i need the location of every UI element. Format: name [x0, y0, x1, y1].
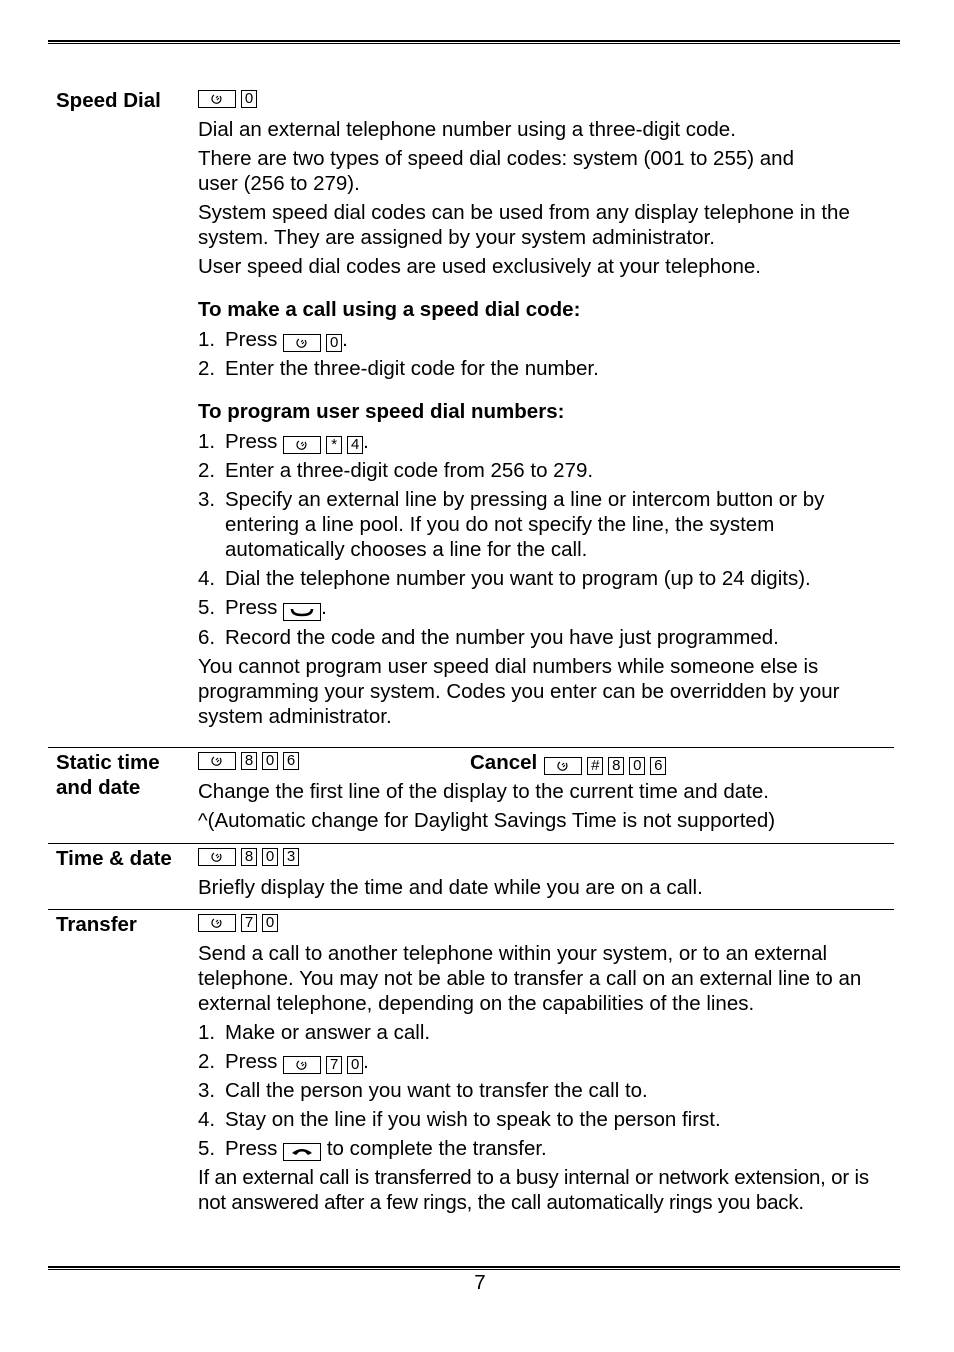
star-key: * — [326, 436, 342, 454]
feature-code — [198, 88, 890, 117]
step-item — [198, 595, 890, 621]
digit-key-4: 4 — [347, 436, 363, 454]
step-text-post: . — [363, 1050, 369, 1073]
step-text: Make or answer a call. — [225, 1021, 431, 1044]
paragraph: ^(Automatic change for Daylight Savings Time is not supported) — [198, 809, 776, 832]
step-number: 3. — [198, 1079, 216, 1102]
step-number: 5. — [198, 596, 216, 619]
step-item — [198, 1078, 890, 1103]
paragraph: System speed dial codes can be used from any display telephone in the system. They are assigned by your system administrator. — [198, 201, 850, 249]
digit-key-0: 0 — [629, 757, 645, 775]
step-item — [198, 625, 890, 650]
key-sequence — [283, 334, 342, 352]
digit-key-0: 0 — [326, 334, 342, 352]
paragraph: Dial an external telephone number using a three-digit code. — [198, 118, 736, 141]
cancel-label: Cancel — [470, 751, 538, 774]
step-text — [225, 1136, 890, 1161]
note: You cannot program user speed dial numbers while someone else is programming your system. Codes you enter can be overridden by your system administrator. — [198, 655, 840, 728]
step-item — [198, 327, 890, 352]
step-text-pre: Press — [225, 1137, 278, 1160]
key-sequence — [283, 1056, 363, 1074]
step-number: 2. — [198, 1050, 216, 1073]
feature-key-icon — [198, 848, 236, 866]
paragraph: Send a call to another telephone within your system, or to an external telephone. You may not be able to transfer a call on an external line to an external telephone, depending on the capabilities of the lines. — [198, 942, 862, 1015]
cancel-keys — [544, 750, 666, 775]
cancel-code — [470, 750, 666, 775]
step-text-post: . — [363, 430, 369, 453]
key-sequence — [283, 1143, 321, 1161]
page-number: 7 — [474, 1271, 486, 1294]
step-list — [198, 327, 890, 381]
term-label: Time & date — [56, 847, 172, 870]
step-number: 1. — [198, 430, 216, 453]
digit-key-8: 8 — [241, 752, 257, 770]
step-number: 3. — [198, 488, 216, 511]
step-text: Enter the three-digit code for the number. — [225, 357, 599, 380]
term-label: Static time and date — [56, 751, 160, 799]
key-sequence — [198, 90, 257, 108]
step-text: Dial the telephone number you want to program (up to 24 digits). — [225, 567, 811, 590]
step-number: 1. — [198, 328, 216, 351]
feature-key-icon — [283, 1056, 321, 1074]
step-text — [225, 1049, 890, 1074]
digit-key-3: 3 — [283, 848, 299, 866]
step-item — [198, 1049, 890, 1074]
feature-key-icon — [198, 752, 236, 770]
note: If an external call is transferred to a busy internal or network extension, or is not answered after a few rings, the call automatically rings you back. — [198, 1166, 869, 1214]
feature-key-icon — [544, 757, 582, 775]
paragraph: User speed dial codes are used exclusively at your telephone. — [198, 255, 761, 278]
step-item — [198, 429, 890, 454]
step-item — [198, 458, 890, 483]
step-text — [225, 429, 890, 454]
step-text-post: . — [321, 596, 327, 619]
key-sequence — [198, 848, 299, 866]
step-item — [198, 1020, 890, 1045]
key-sequence — [283, 436, 363, 454]
term-label: Transfer — [56, 913, 137, 936]
step-item — [198, 356, 890, 381]
step-text-pre: Press — [225, 596, 278, 619]
step-number: 4. — [198, 1108, 216, 1131]
step-item — [198, 487, 890, 562]
feature-key-icon — [198, 90, 236, 108]
paragraph: Change the first line of the display to the current time and date. — [198, 780, 769, 803]
digit-key-0: 0 — [262, 914, 278, 932]
step-number: 4. — [198, 567, 216, 590]
digit-key-6: 6 — [650, 757, 666, 775]
step-item — [198, 1107, 890, 1132]
step-text — [225, 595, 890, 621]
key-sequence — [198, 914, 278, 932]
top-rule — [48, 40, 900, 42]
term-description — [198, 846, 890, 904]
step-number: 2. — [198, 357, 216, 380]
step-list — [198, 1020, 890, 1161]
bottom-rule — [48, 1266, 900, 1268]
digit-key-8: 8 — [608, 757, 624, 775]
paragraph: There are two types of speed dial codes: system (001 to 255) and user (256 to 279). — [198, 147, 794, 195]
step-text-pre: Press — [225, 328, 278, 351]
digit-key-7: 7 — [326, 1056, 342, 1074]
feature-code — [198, 846, 890, 875]
pound-key: # — [587, 757, 603, 775]
digit-key-0: 0 — [262, 848, 278, 866]
term-label: Speed Dial — [56, 89, 161, 112]
term-description — [198, 750, 890, 837]
step-number: 1. — [198, 1021, 216, 1044]
feature-key-icon — [198, 914, 236, 932]
digit-key-0: 0 — [241, 90, 257, 108]
feature-key-icon — [283, 334, 321, 352]
key-sequence — [544, 757, 666, 775]
digit-key-6: 6 — [283, 752, 299, 770]
section-transfer — [48, 909, 894, 1250]
step-text: Enter a three-digit code from 256 to 279. — [225, 459, 594, 482]
key-sequence — [198, 752, 299, 770]
step-text-post: to complete the transfer. — [326, 1137, 547, 1160]
digit-key-8: 8 — [241, 848, 257, 866]
step-text-post: . — [342, 328, 348, 351]
step-number: 5. — [198, 1137, 216, 1160]
section-speed-dial — [48, 88, 894, 743]
step-text — [225, 327, 890, 352]
release-key-icon — [283, 1143, 321, 1161]
key-sequence — [283, 603, 321, 621]
step-list — [198, 429, 890, 650]
procedure-heading: To make a call using a speed dial code: — [198, 298, 581, 321]
step-number: 2. — [198, 459, 216, 482]
procedure-heading: To program user speed dial numbers: — [198, 400, 565, 423]
hold-key-icon — [283, 603, 321, 621]
digit-key-7: 7 — [241, 914, 257, 932]
digit-key-0: 0 — [347, 1056, 363, 1074]
step-item — [198, 566, 890, 591]
digit-key-0: 0 — [262, 752, 278, 770]
step-number: 6. — [198, 626, 216, 649]
feature-key-icon — [283, 436, 321, 454]
feature-code — [198, 912, 890, 941]
step-text: Call the person you want to transfer the call to. — [225, 1079, 648, 1102]
step-text: Stay on the line if you wish to speak to the person first. — [225, 1108, 721, 1131]
paragraph: Briefly display the time and date while you are on a call. — [198, 876, 703, 899]
term-description — [198, 912, 890, 1219]
step-text: Specify an external line by pressing a line or intercom button or by entering a line pool. If you do not specify the line, the system automatically chooses a line for the call. — [225, 488, 825, 561]
term-description — [198, 88, 890, 733]
section-static-time-date — [48, 747, 894, 840]
step-text-pre: Press — [225, 1050, 278, 1073]
section-time-date — [48, 843, 894, 906]
step-item — [198, 1136, 890, 1161]
step-text: Record the code and the number you have just programmed. — [225, 626, 779, 649]
step-text-pre: Press — [225, 430, 278, 453]
